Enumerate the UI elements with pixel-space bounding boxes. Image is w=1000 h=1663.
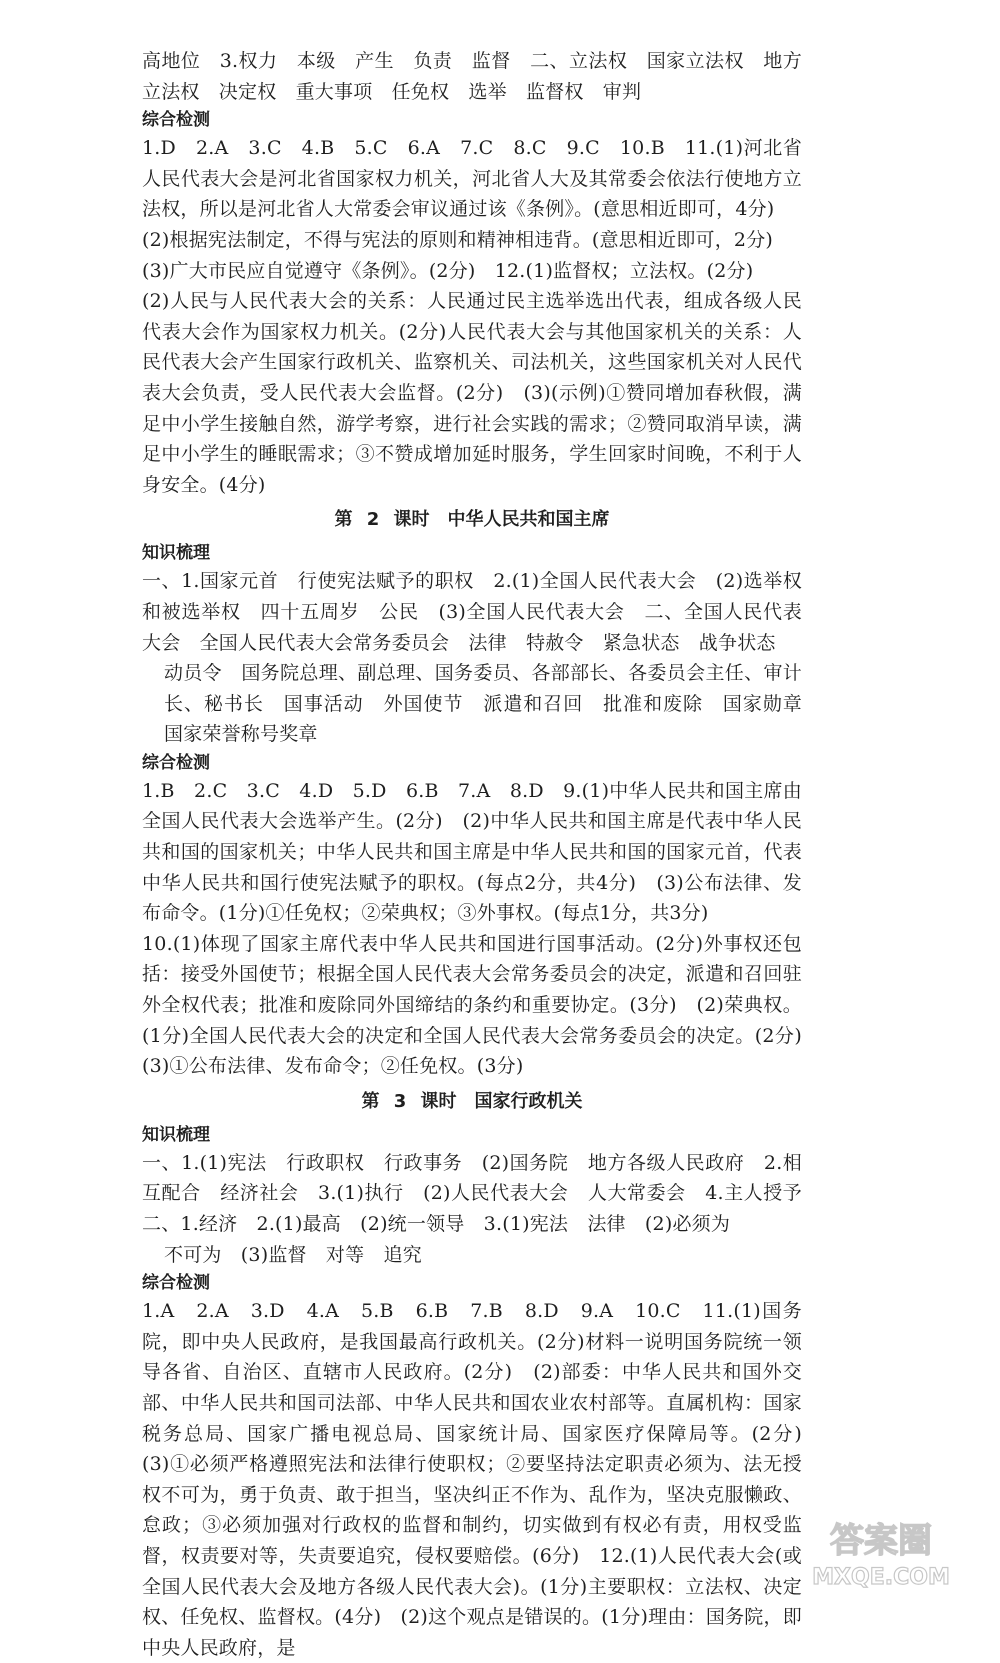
answer-paragraph: 1.B 2.C 3.C 4.D 5.D 6.B 7.A 8.D 9.(1)中华人民共和国主席由全国人民代表大会选举产生。(2分) (2)中华人民共和国主席是代表中华人民共和国的国家机关；中华人民共和国主席是中华人民共和国的国家元首，代表中华人民共和国行使宪法赋予的职权。(每点2分，共4分) (3)公布法律、发布命令。(1分)①任免权；②荣典权；③外事权。(每点1分，共3分) [142,779,802,925]
lesson-title: 第 3 课时 国家行政机关 [361,1090,583,1112]
answer-paragraph: 1.D 2.A 3.C 4.B 5.C 6.A 7.C 8.C 9.C 10.B 11.(1)河北省人民代表大会是河北省国家权力机关，河北省人大及其常委会依法行使地方立法权，所以是河北省人大常委会审议通过该《条例》。(意思相近即可，4分) [142,137,802,221]
watermark-title: 答案圈 [830,1521,932,1561]
section-heading: 知识梳理 [142,543,210,564]
section-heading: 综合检测 [142,1273,210,1294]
section-heading: 知识梳理 [142,1124,210,1145]
answer-paragraph: 高地位 3.权力 本级 产生 负责 监督 二、立法权 国家立法权 地方立法权 决定权 重大事项 任免权 选举 监督权 审判 [142,50,802,103]
section-heading: 综合检测 [142,110,210,131]
answer-paragraph: 10.(1)体现了国家主席代表中华人民共和国进行国事活动。(2分)外事权还包括：接受外国使节；根据全国人民代表大会常务委员会的决定，派遣和召回驻外全权代表；批准和废除同外国缔结的条约和重要协定。(3分) (2)荣典权。(1分)全国人民代表大会的决定和全国人民代表大会常务委员会的决定。(2分) (3)①公布法律、发布命令；②任免权。(3分) [142,932,822,1078]
lesson-title: 第 2 课时 中华人民共和国主席 [334,509,610,531]
watermark-logo [786,1512,976,1592]
answer-paragraph: (2)根据宪法制定，不得与宪法的原则和精神相违背。(意思相近即可，2分) [142,228,774,251]
answer-paragraph: 动员令 国务院总理、副总理、国务委员、各部部长、各委员会主任、审计长、秘书长 国事活动 外国使节 派遣和召回 批准和废除 国家勋章 国家荣誉称号奖章 [164,662,822,746]
answer-page [142,46,822,1663]
section-heading: 综合检测 [142,752,210,773]
answer-paragraph: (2)人民与人民代表大会的关系：人民通过民主选举选出代表，组成各级人民代表大会作为国家权力机关。(2分)人民代表大会与其他国家机关的关系：人民代表大会产生国家行政机关、监察机关、司法机关，这些国家机关对人民代表大会负责，受人民代表大会监督。(2分) (3)(示例)①赞同增加春秋假，满足中小学生接触自然，游学考察，进行社会实践的需求；②赞同取消早读，满足中小学生的睡眠需求；③不赞成增加延时服务，学生回家时间晚，不利于人身安全。(4分) [142,290,802,496]
watermark-url: MXQE.COM [812,1565,950,1590]
answer-paragraph: 不可为 (3)监督 对等 追究 [164,1243,422,1266]
answer-paragraph: 一、1.国家元首 行使宪法赋予的职权 2.(1)全国人民代表大会 (2)选举权和被选举权 四十五周岁 公民 (3)全国人民代表大会 二、全国人民代表大会 全国人民代表大会常务委员会 法律 特赦令 紧急状态 战争状态 [142,570,802,654]
answer-paragraph: 一、1.(1)宪法 行政职权 行政事务 (2)国务院 地方各级人民政府 2.相互配合 经济社会 3.(1)执行 (2)人民代表大会 人大常委会 4.主人授予 二、1.经济 2.(1)最高 (2)统一领导 3.(1)宪法 法律 (2)必须为 [142,1151,822,1235]
answer-paragraph: (3)广大市民应自觉遵守《条例》。(2分) 12.(1)监督权；立法权。(2分) [142,259,754,282]
answer-paragraph: 1.A 2.A 3.D 4.A 5.B 6.B 7.B 8.D 9.A 10.C 11.(1)国务院，即中央人民政府，是我国最高行政机关。(2分)材料一说明国务院统一领导各省、自治区、直辖市人民政府。(2分) (2)部委：中华人民共和国外交部、中华人民共和国司法部、中华人民共和国农业农村部等。直属机构：国家税务总局、国家广播电视总局、国家统计局、国家医疗保障局等。(2分) (3)①必须严格遵照宪法和法律行使职权；②要坚持法定职责必须为、法无授权不可为，勇于负责、敢于担当，坚决纠正不作为、乱作为，坚决克服懒政、怠政；③必须加强对行政权的监督和制约，切实做到有权必有责，用权受监督，权责要对等，失责要追究，侵权要赔偿。(6分) 12.(1)人民代表大会(或全国人民代表大会及地方各级人民代表大会)。(1分)主要职权：立法权、决定权、任免权、监督权。(4分) (2)这个观点是错误的。(1分)理由：国务院，即中央人民政府，是 [142,1300,822,1659]
